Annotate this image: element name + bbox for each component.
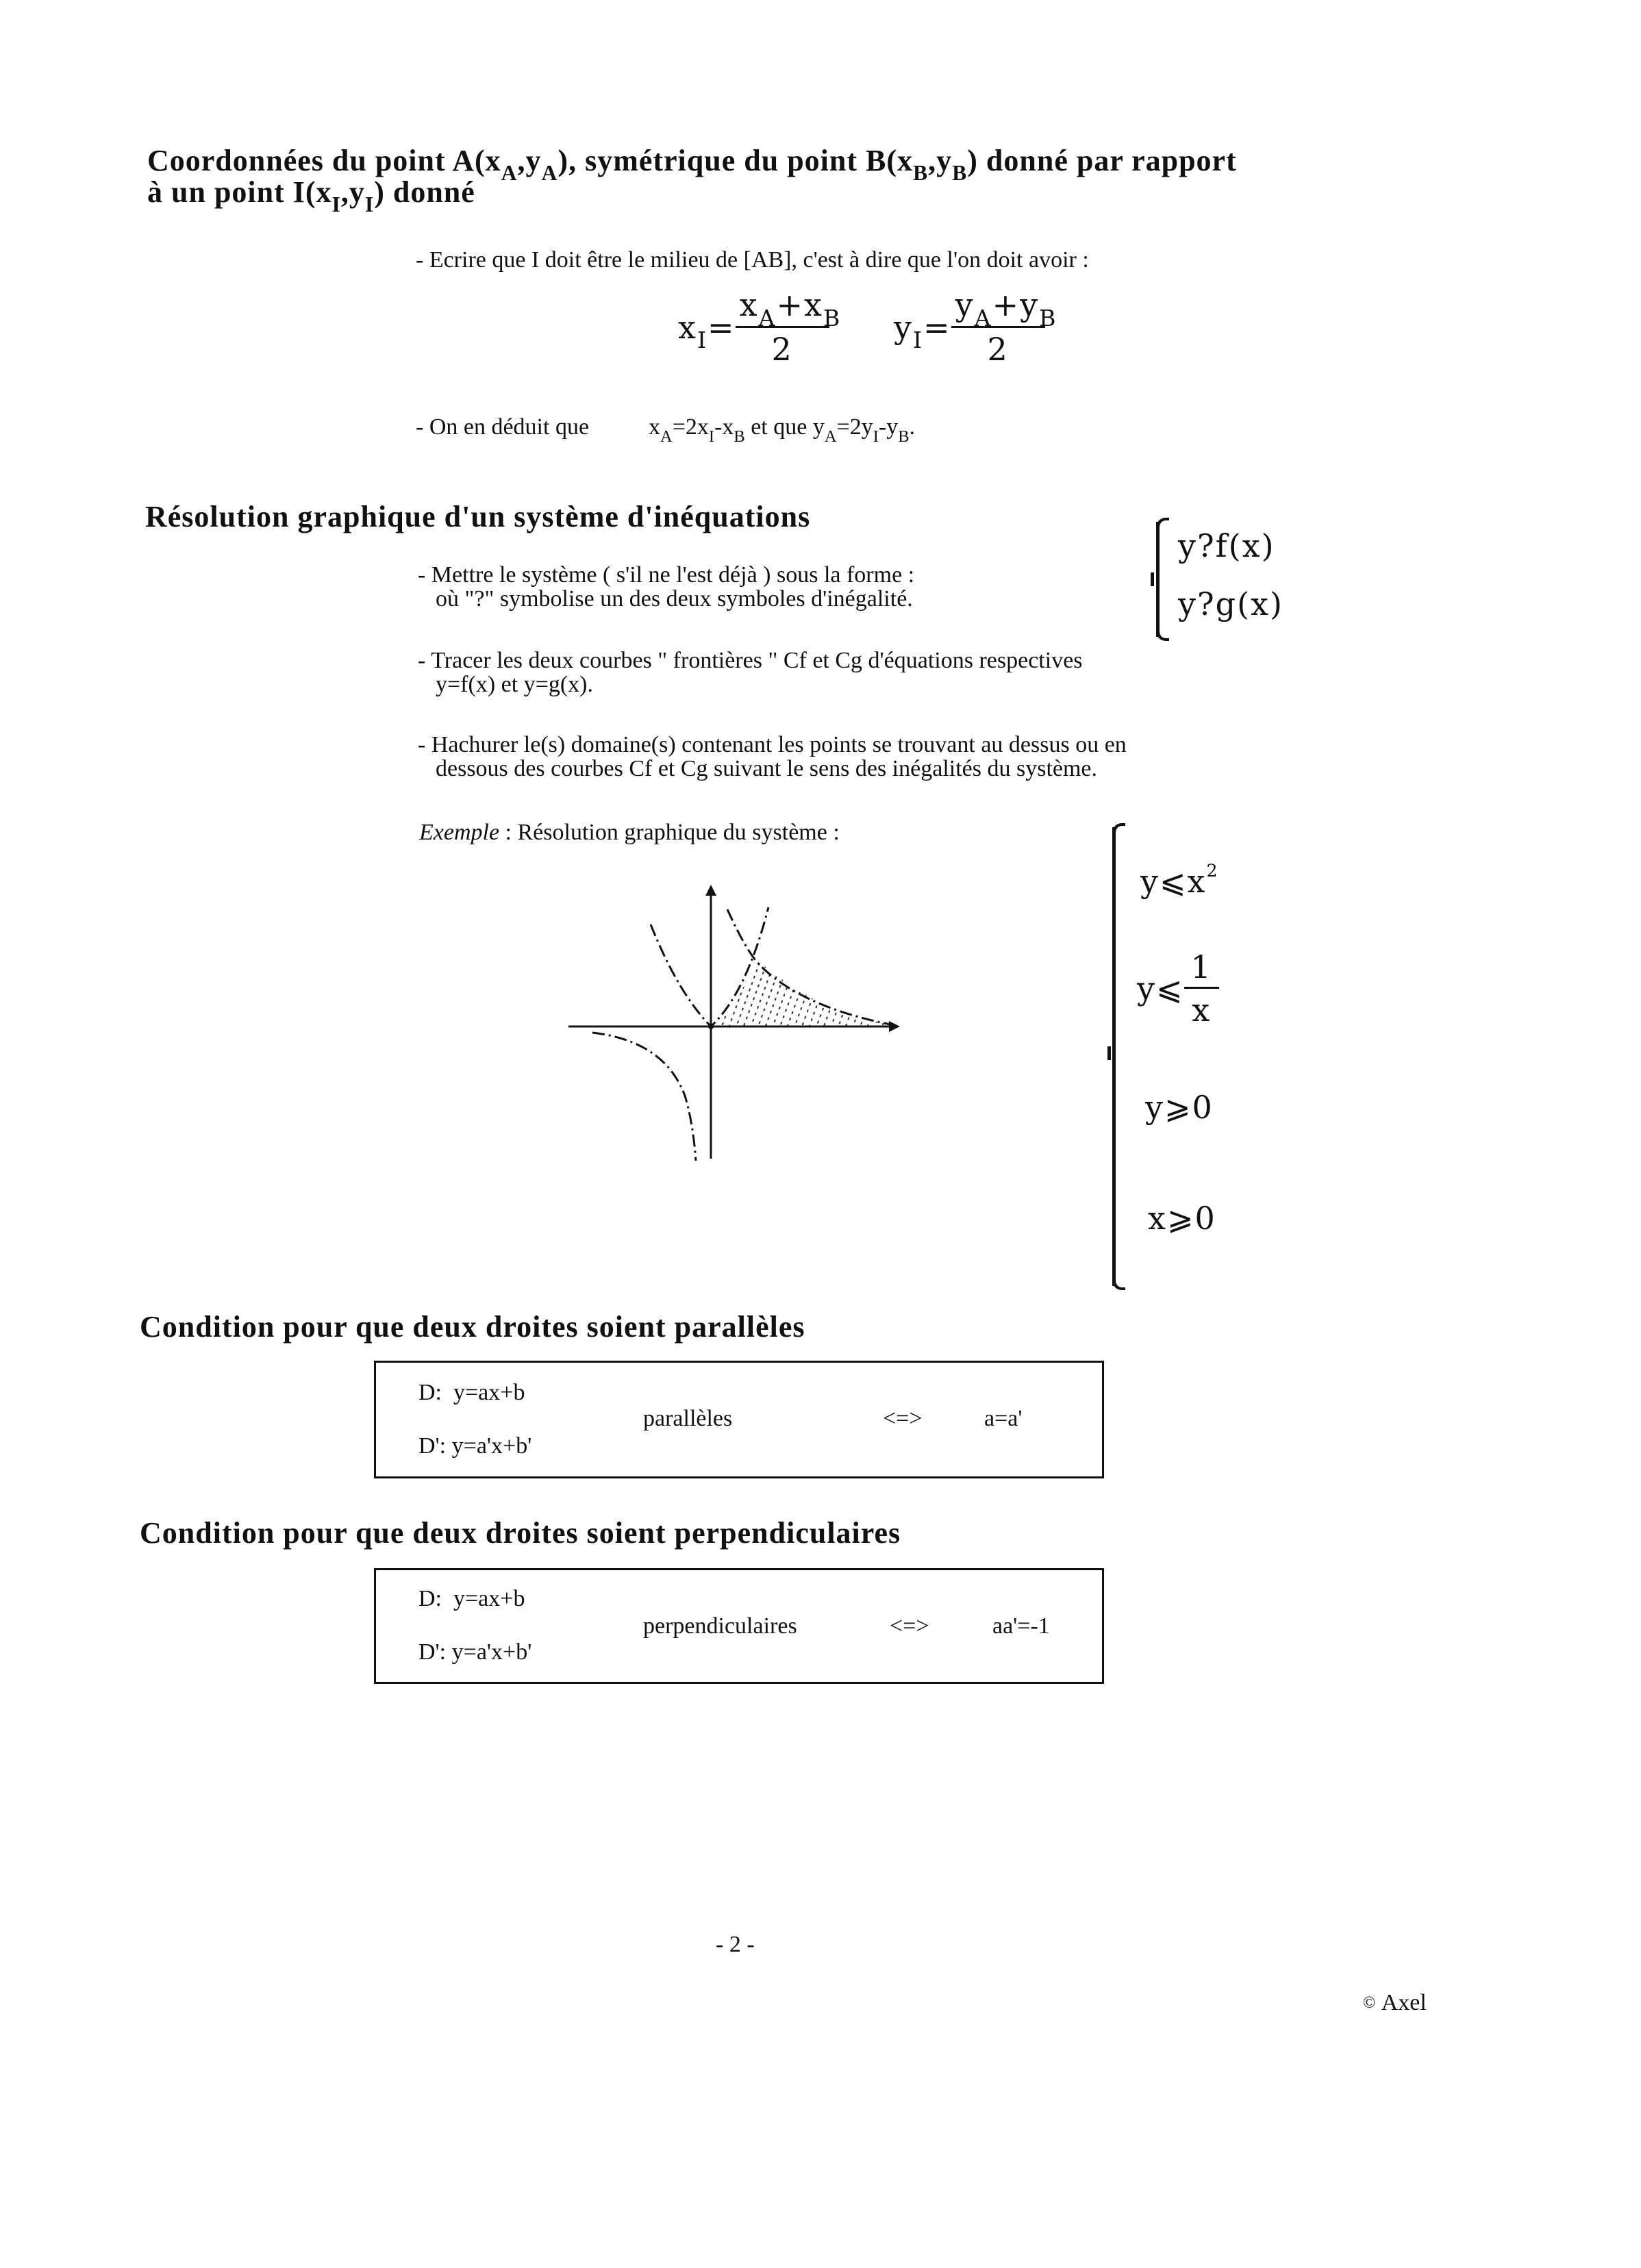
example-ineq-2: y⩽ $\frac{1}{x}$ bbox=[1137, 948, 1219, 1029]
bullet-trace-line1: - Tracer les deux courbes " frontières " Cf et Cg d'équations respectives bbox=[418, 648, 1083, 673]
system-brace-icon bbox=[1156, 522, 1160, 637]
inequality-graph bbox=[562, 880, 904, 1168]
bullet-hatch-line2: dessous des courbes Cf et Cg suivant le sens des inégalités du système. bbox=[436, 756, 1098, 781]
system-brace-tip-icon bbox=[1141, 572, 1154, 586]
section1-title-line2: à un point $I(x_I,y_I)$ donné bbox=[147, 175, 475, 217]
condition-value: a=a' bbox=[984, 1406, 1023, 1431]
page-number: - 2 - bbox=[716, 1932, 755, 1957]
relation-label: parallèles bbox=[643, 1406, 733, 1431]
parallel-condition-box bbox=[374, 1361, 1104, 1478]
deduce-y-formula: $y_A=2y_I-y_B$. bbox=[812, 414, 916, 446]
copyright: © Axel bbox=[1363, 1990, 1427, 2015]
section3-title: Condition pour que deux droites soient parallèles bbox=[140, 1310, 805, 1344]
line-d-equation: D: y=ax+b bbox=[418, 1380, 525, 1405]
line-d-equation: D: y=ax+b bbox=[418, 1586, 525, 1611]
deduce-x-formula: $x_A=2x_I-x_B$ bbox=[649, 414, 745, 446]
bullet-put-in-form-line1: - Mettre le système ( s'il ne l'est déjà ) sous la forme : bbox=[418, 562, 915, 588]
perpendicular-condition-box bbox=[374, 1568, 1104, 1684]
line-dprime-equation: D': y=a'x+b' bbox=[418, 1639, 532, 1665]
bullet-hatch-line1: - Hachurer le(s) domaine(s) contenant les points se trouvant au dessus ou en bbox=[418, 732, 1127, 757]
solution-region bbox=[712, 958, 890, 1026]
example-ineq-3: y⩾0 bbox=[1145, 1089, 1214, 1126]
step-deduce: - On en déduit que $x_A=2x_I-x_B$ et que $y_A=2y_I-y_B$. bbox=[416, 414, 916, 446]
example-intro: Exemple : Résolution graphique du système : bbox=[419, 820, 840, 845]
example-system-brace-icon bbox=[1112, 827, 1116, 1286]
line-dprime-equation: D': y=a'x+b' bbox=[418, 1433, 532, 1459]
condition-value: aa'=-1 bbox=[992, 1613, 1050, 1639]
relation-label: perpendiculaires bbox=[643, 1613, 797, 1639]
copyright-icon: © bbox=[1363, 1994, 1376, 2012]
iff-symbol: <=> bbox=[890, 1613, 929, 1639]
bullet-trace-line2: y=f(x) et y=g(x). bbox=[436, 672, 593, 697]
formula-y-midpoint: $y_I=$ $\frac{y_A+y_B}{2}$ bbox=[894, 286, 1057, 368]
example-brace-tip-icon bbox=[1098, 1046, 1111, 1060]
example-ineq-4: x⩾0 bbox=[1148, 1200, 1216, 1237]
iff-symbol: <=> bbox=[883, 1406, 923, 1431]
system-ineq-g: y?g(x) bbox=[1178, 585, 1283, 622]
formula-x-midpoint: $x_I=$ $\frac{x_A+x_B}{2}$ bbox=[678, 286, 842, 368]
example-ineq-1: $y⩽x^2$ bbox=[1140, 861, 1219, 900]
section4-title: Condition pour que deux droites soient perpendiculaires bbox=[140, 1516, 901, 1550]
section2-title: Résolution graphique d'un système d'inéquations bbox=[145, 500, 811, 533]
step-midpoint: - Ecrire que I doit être le milieu de [AB], c'est à dire que l'on doit avoir : bbox=[416, 247, 1089, 273]
section1-title-line1: Coordonnées du point $A(x_A,y_A)$, symétrique du point $B(x_B,y_B)$ donné par rapport bbox=[147, 144, 1237, 186]
system-ineq-f: y?f(x) bbox=[1178, 527, 1275, 564]
bullet-put-in-form-line2: où "?" symbolise un des deux symboles d'inégalité. bbox=[436, 586, 913, 612]
